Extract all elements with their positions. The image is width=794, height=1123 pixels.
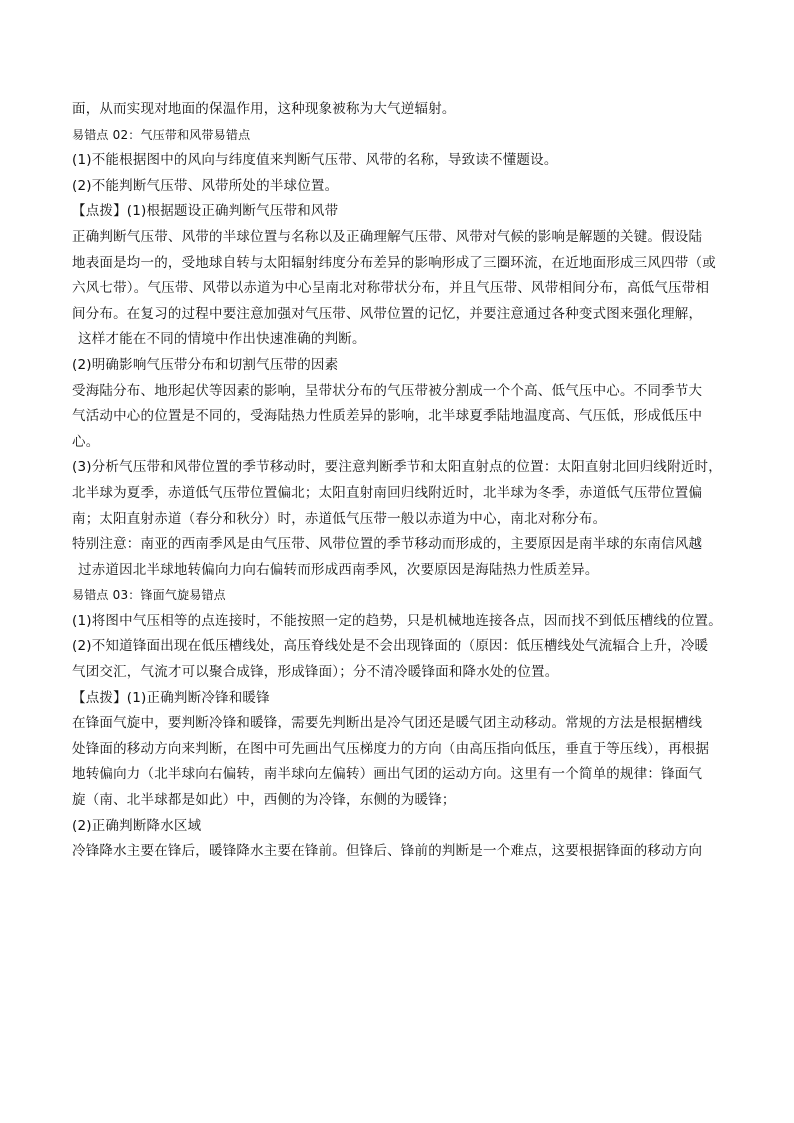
text-line-19: 过赤道因北半球地转偏向力向右偏转而形成西南季风，次要原因是海陆热力性质差异。: [78, 561, 599, 578]
sub-heading-4: (2)正确判断降水区域: [72, 817, 202, 834]
text-line-16: 北半球为夏季，赤道低气压带位置偏北；太阳直射南回归线附近时，北半球为冬季，赤道低气压带位置偏: [72, 484, 703, 501]
section-heading-03: 易错点 03：锋面气旋易错点: [72, 588, 226, 603]
text-line-30: 冷锋降水主要在锋后，暖锋降水主要在锋前。但锋后、锋前的判断是一个难点，这要根据锋面的移动方向: [72, 843, 703, 860]
text-line-26: 处锋面的移动方向来判断，在图中可先画出气压梯度力的方向（由高压指向低压，垂直于等压线），再根据: [72, 740, 710, 757]
text-line-14: 心。: [72, 433, 100, 450]
section-heading-02: 易错点 02：气压带和风带易错点: [72, 127, 251, 142]
text-line-18: 特别注意：南亚的西南季风是由气压带、风带位置的季节移动而形成的，主要原因是南半球的东南信风越: [72, 536, 703, 553]
text-line-7: 地表面是均一的，受地球自转与太阳辐射纬度分布差异的影响形成了三圈环流，在近地面形成三风四带（或: [72, 254, 716, 271]
text-line-27: 地转偏向力（北半球向右偏转，南半球向左偏转）画出气团的运动方向。这里有一个简单的规律：锋面气: [72, 766, 703, 783]
text-line-12: 受海陆分布、地形起伏等因素的影响，呈带状分布的气压带被分割成一个个高、低气压中心。不同季节大: [72, 382, 703, 399]
text-line-1: 面，从而实现对地面的保温作用，这种现象被称为大气逆辐射。: [72, 101, 456, 117]
text-line-22: (2)不知道锋面出现在低压槽线处，高压脊线处是不会出现锋面的（原因：低压槽线处气流辐合上升，冷暖: [72, 638, 709, 655]
text-line-4: (2)不能判断气压带、风带所处的半球位置。: [72, 177, 339, 194]
text-line-17: 南；太阳直射赤道（春分和秋分）时，赤道低气压带一般以赤道为中心，南北对称分布。: [72, 510, 607, 527]
text-line-23: 气团交汇，气流才可以聚合成锋，形成锋面）；分不清冷暖锋面和降水处的位置。: [72, 664, 559, 681]
sub-heading-3: (3)分析气压带和风带位置的季节移动时，要注意判断季节和太阳直射点的位置：太阳直射北回归线附近时，: [72, 459, 722, 476]
text-line-21: (1)将图中气压相等的点连接时，不能按照一定的趋势，只是机械地连接各点，因而找不到低压槽线的位置。: [72, 612, 722, 629]
tip-heading-1: 【点拨】(1)根据题设正确判断气压带和风带: [72, 203, 339, 220]
text-line-10: 这样才能在不同的情境中作出快速准确的判断。: [78, 331, 366, 348]
text-line-3: (1)不能根据图中的风向与纬度值来判断气压带、风带的名称，导致读不懂题设。: [72, 152, 558, 169]
tip-heading-2: 【点拨】(1)正确判断冷锋和暖锋: [72, 689, 270, 706]
text-line-8: 六风七带）。气压带、风带以赤道为中心呈南北对称带状分布，并且气压带、风带相间分布，高低气压带相: [72, 280, 710, 297]
document-page: [72, 98, 722, 866]
text-line-6: 正确判断气压带、风带的半球位置与名称以及正确理解气压带、风带对气候的影响是解题的关键。假设陆: [72, 228, 703, 245]
text-line-28: 旋（南、北半球都是如此）中，西侧的为冷锋，东侧的为暖锋；: [72, 792, 456, 809]
text-line-9: 间分布。在复习的过程中要注意加强对气压带、风带位置的记忆，并要注意通过各种变式图来强化理解，: [72, 305, 703, 322]
sub-heading-2: (2)明确影响气压带分布和切割气压带的因素: [72, 356, 339, 373]
text-line-25: 在锋面气旋中，要判断冷锋和暖锋，需要先判断出是冷气团还是暖气团主动移动。常规的方法是根据槽线: [72, 715, 703, 732]
text-line-13: 气活动中心的位置是不同的，受海陆热力性质差异的影响，北半球夏季陆地温度高、气压低，形成低压中: [72, 408, 703, 425]
